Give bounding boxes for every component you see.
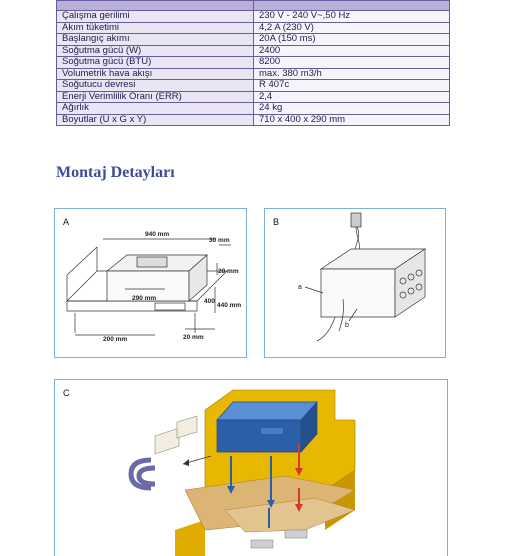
- dim-440: 440 mm: [217, 302, 242, 309]
- specs-table: [56, 0, 450, 126]
- callout-a: a: [298, 284, 302, 291]
- figure-b-panel: [264, 208, 446, 358]
- spec-value: R 407c: [254, 80, 450, 92]
- figure-a-panel: [54, 208, 247, 358]
- dim-20-top: 20 mm: [218, 268, 239, 275]
- figure-a-label: A: [63, 217, 70, 227]
- dim-290: 290 mm: [132, 295, 157, 302]
- spec-label: Soğutma gücü (W): [57, 45, 254, 57]
- callout-b: b: [345, 322, 349, 329]
- dim-940: 940 mm: [145, 231, 170, 238]
- table-row: [57, 80, 450, 92]
- spec-value: 8200: [254, 57, 450, 69]
- spec-value: 24 kg: [254, 103, 450, 115]
- table-row: [57, 91, 450, 103]
- spec-value: 20A (150 ms): [254, 34, 450, 46]
- table-header-band: [57, 1, 450, 11]
- dim-30: 30 mm: [209, 237, 230, 244]
- table-row: [57, 34, 450, 46]
- table-row: [57, 22, 450, 34]
- spec-label: Akım tüketimi: [57, 22, 254, 34]
- table-row: [57, 68, 450, 80]
- table-row: [57, 11, 450, 23]
- spec-label: Çalışma gerilimi: [57, 11, 254, 23]
- spec-value: 4,2 A (230 V): [254, 22, 450, 34]
- figure-b-drawing: [265, 209, 445, 357]
- spec-value: 2,4: [254, 91, 450, 103]
- table-row: [57, 103, 450, 115]
- spec-label: Soğutucu devresi: [57, 80, 254, 92]
- spec-label: Volumetrik hava akışı: [57, 68, 254, 80]
- dim-200: 200 mm: [103, 336, 128, 343]
- table-row: [57, 45, 450, 57]
- spec-label: Boyutlar (U x G x Y): [57, 114, 254, 126]
- dim-400: 400: [204, 298, 215, 305]
- spec-value: 710 x 400 x 290 mm: [254, 114, 450, 126]
- figure-c-panel: [54, 379, 448, 556]
- spec-value: 230 V - 240 V~,50 Hz: [254, 11, 450, 23]
- spec-label: Başlangıç akımı: [57, 34, 254, 46]
- figure-a-drawing: [55, 209, 246, 357]
- figure-c-label: C: [63, 388, 70, 398]
- dim-20-bottom: 20 mm: [183, 334, 204, 341]
- figure-c-drawing: [55, 380, 447, 556]
- section-title: Montaj Detayları: [56, 164, 175, 181]
- table-row: [57, 114, 450, 126]
- spec-label: Soğutma gücü (BTU): [57, 57, 254, 69]
- figure-b-label: B: [273, 217, 280, 227]
- spec-label: Ağırlık: [57, 103, 254, 115]
- spec-label: Enerji Verimlilik Oranı (ERR): [57, 91, 254, 103]
- spec-value: max. 380 m3/h: [254, 68, 450, 80]
- table-row: [57, 57, 450, 69]
- spec-value: 2400: [254, 45, 450, 57]
